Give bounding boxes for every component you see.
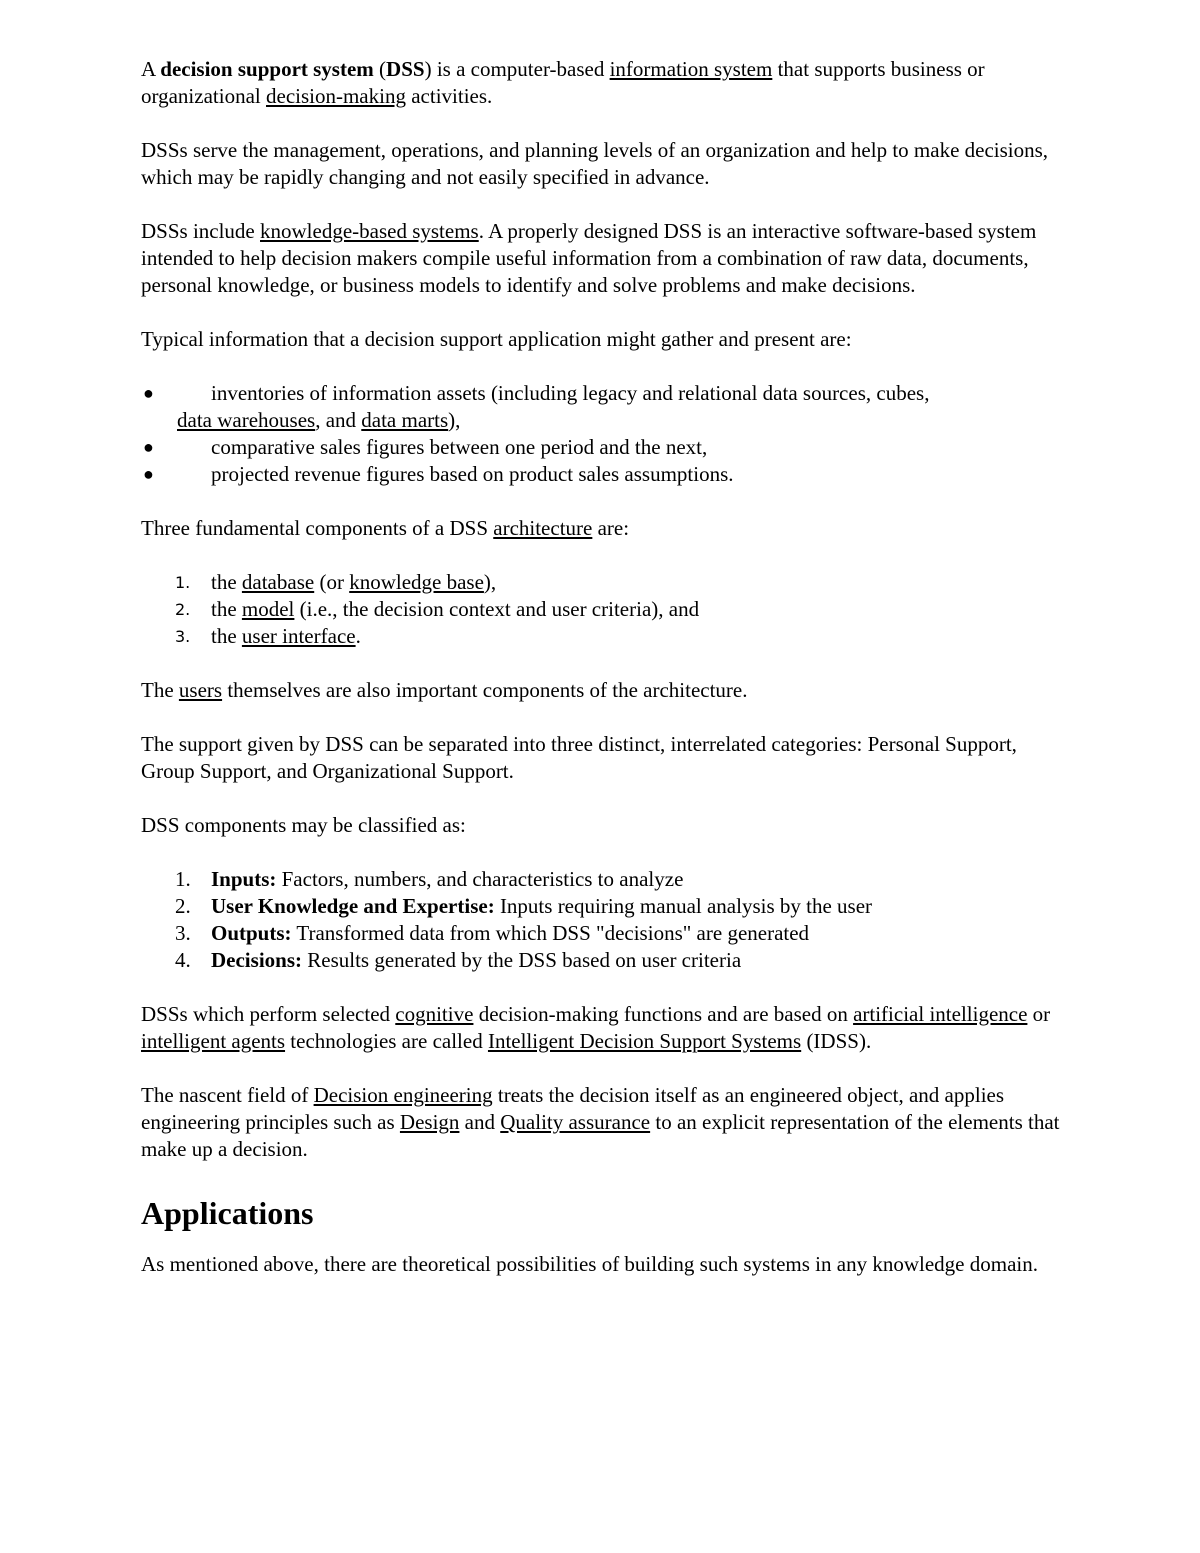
bullet-icon: ● bbox=[143, 464, 154, 484]
link-information-system[interactable]: information system bbox=[609, 57, 773, 81]
list-term: Outputs: bbox=[211, 921, 292, 945]
paragraph-typical-info: Typical information that a decision support application might gather and present are: bbox=[141, 327, 852, 351]
architecture-list bbox=[141, 569, 1071, 650]
list-number: 1. bbox=[175, 573, 191, 592]
bullet-list bbox=[141, 380, 1071, 488]
list-term: User Knowledge and Expertise: bbox=[211, 894, 495, 918]
paragraph-applications: As mentioned above, there are theoretical possibilities of building such systems in any knowledge domain. bbox=[141, 1252, 1038, 1276]
heading-applications: Applications bbox=[141, 1195, 314, 1231]
paragraph-users: The users themselves are also important components of the architecture. bbox=[141, 678, 748, 702]
list-item: 2. User Knowledge and Expertise: Inputs requiring manual analysis by the user bbox=[175, 894, 873, 918]
paragraph-levels: DSSs serve the management, operations, and planning levels of an organization and help to make decisions, which may be rapidly changing and not easily specified in advance. bbox=[141, 138, 1049, 189]
list-number: 2. bbox=[175, 894, 191, 918]
list-number: 1. bbox=[175, 867, 191, 891]
paragraph-knowledge-based: DSSs include knowledge-based systems. A properly designed DSS is an interactive software-based system intended to help decision makers compile useful information from a combination of raw data, documents, personal knowledge, or business models to identify and solve problems and make decisions. bbox=[141, 219, 1037, 297]
link-intelligent-decision-support-systems[interactable]: Intelligent Decision Support Systems bbox=[487, 1029, 802, 1053]
list-item: 4. Decisions: Results generated by the DSS based on user criteria bbox=[175, 948, 742, 972]
paragraph-support-categories: The support given by DSS can be separated into three distinct, interrelated categories: Personal Support, Group Support, and Organizational Support. bbox=[141, 732, 1017, 783]
list-term: Decisions: bbox=[211, 948, 302, 972]
paragraph-decision-engineering: The nascent field of Decision engineering treats the decision itself as an engineered object, and applies engineering principles such as Design and Quality assurance to an explicit representation of the elements that make up a decision. bbox=[141, 1083, 1060, 1161]
bullet-icon: ● bbox=[143, 383, 154, 403]
list-item: 3. the user interface. bbox=[175, 624, 361, 648]
link-cognitive[interactable]: cognitive bbox=[395, 1002, 474, 1026]
list-number: 2. bbox=[175, 600, 191, 619]
link-intelligent-agents[interactable]: intelligent agents bbox=[141, 1029, 286, 1053]
link-design[interactable]: Design bbox=[399, 1110, 460, 1134]
term-decision-support-system: decision support system bbox=[160, 57, 374, 81]
list-item: 1. Inputs: Factors, numbers, and characteristics to analyze bbox=[175, 867, 684, 891]
bullet-icon: ● bbox=[143, 437, 154, 457]
paragraph-architecture: Three fundamental components of a DSS architecture are: bbox=[141, 516, 630, 540]
list-item: 2. the model (i.e., the decision context and user criteria), and bbox=[175, 597, 700, 621]
list-term: Inputs: bbox=[211, 867, 277, 891]
document-page bbox=[141, 56, 1071, 1305]
paragraph-definition: A decision support system (DSS) is a computer-based information system that supports business or organizational decision-making activities. bbox=[141, 57, 985, 108]
term-dss: DSS bbox=[386, 57, 425, 81]
link-decision-making[interactable]: decision-making bbox=[266, 84, 406, 108]
link-architecture[interactable]: architecture bbox=[493, 516, 593, 540]
link-model[interactable]: model bbox=[241, 597, 295, 621]
link-knowledge-based-systems[interactable]: knowledge-based systems bbox=[260, 219, 479, 243]
link-data-warehouses[interactable]: data warehouses bbox=[177, 408, 316, 432]
link-knowledge-base[interactable]: knowledge base bbox=[349, 570, 484, 594]
list-item: ● comparative sales figures between one period and the next, bbox=[143, 435, 708, 459]
paragraph-components-classified: DSS components may be classified as: bbox=[141, 813, 466, 837]
list-item: 3. Outputs: Transformed data from which DSS "decisions" are generated bbox=[175, 921, 810, 945]
link-artificial-intelligence[interactable]: artificial intelligence bbox=[853, 1002, 1028, 1026]
list-number: 4. bbox=[175, 948, 191, 972]
list-number: 3. bbox=[175, 627, 191, 646]
link-user-interface[interactable]: user interface bbox=[241, 624, 356, 648]
link-database[interactable]: database bbox=[241, 570, 315, 594]
link-quality-assurance[interactable]: Quality assurance bbox=[500, 1110, 651, 1134]
list-item: 1. the database (or knowledge base), bbox=[175, 570, 497, 594]
components-list bbox=[141, 866, 1071, 974]
link-users[interactable]: users bbox=[178, 678, 223, 702]
link-data-marts[interactable]: data marts bbox=[361, 408, 449, 432]
paragraph-idss: DSSs which perform selected cognitive decision-making functions and are based on artificial intelligence or intelligent agents technologies are called Intelligent Decision Support Systems (IDSS). bbox=[141, 1002, 1051, 1053]
list-number: 3. bbox=[175, 921, 191, 945]
list-item: ● inventories of information assets (including legacy and relational data sources, cubes, data warehouses, and data marts), bbox=[143, 381, 930, 432]
link-decision-engineering[interactable]: Decision engineering bbox=[313, 1083, 493, 1107]
list-item: ● projected revenue figures based on product sales assumptions. bbox=[143, 462, 734, 486]
